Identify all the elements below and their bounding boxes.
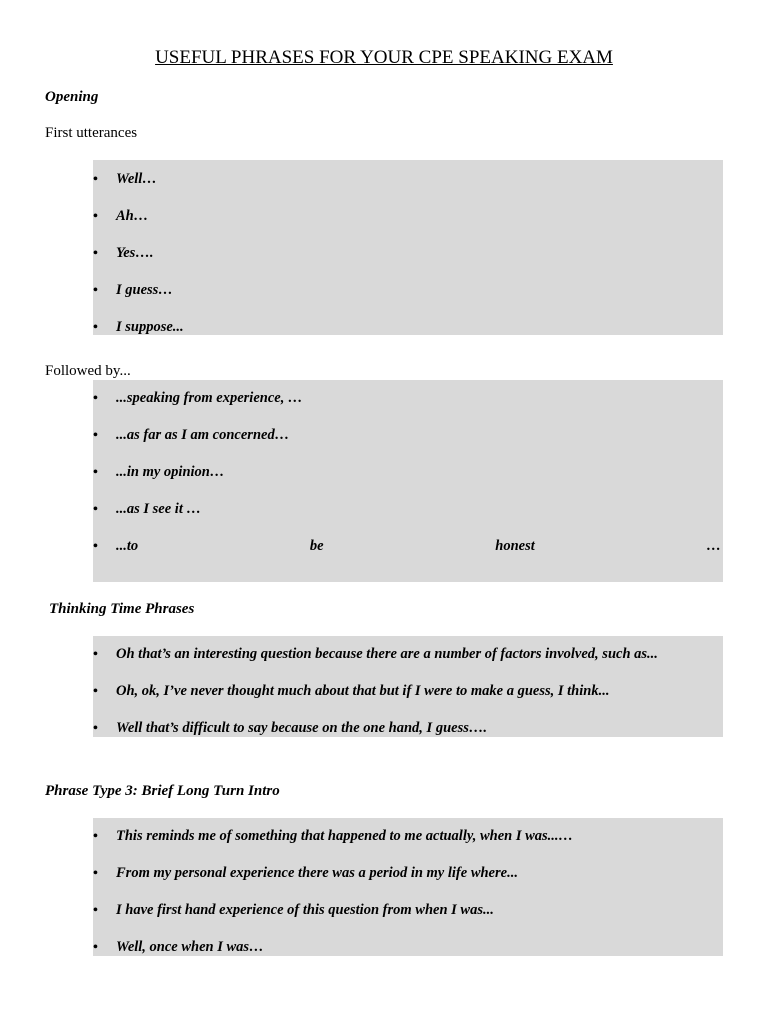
list-item: • ...as I see it …	[93, 491, 723, 528]
list-item: • Oh, ok, I’ve never thought much about that but if I were to make a guess, I think...	[93, 673, 723, 710]
bullet-icon: •	[93, 465, 98, 480]
bullet-icon: •	[93, 539, 98, 554]
list-item: • Ah…	[93, 198, 723, 235]
bullet-icon: •	[93, 866, 98, 881]
bullet-icon: •	[93, 209, 98, 224]
list-item: • I have first hand experience of this question from when I was...	[93, 892, 723, 929]
list-item: • Well, once when I was…	[93, 929, 723, 966]
first-utterances-list	[93, 160, 723, 335]
bullet-icon: •	[93, 647, 98, 662]
first-utterances-label: First utterances	[45, 125, 138, 141]
list-item: • Oh that’s an interesting question because there are a number of factors involved, such as...	[93, 636, 723, 673]
bullet-icon: •	[93, 721, 98, 736]
list-item: • This reminds me of something that happened to me actually, when I was...…	[93, 818, 723, 855]
list-item: • ...as far as I am concerned…	[93, 417, 723, 454]
list-item: • Well that’s difficult to say because on the one hand, I guess….	[93, 710, 723, 747]
bullet-icon: •	[93, 829, 98, 844]
section-heading-phrase-type-3: Phrase Type 3: Brief Long Turn Intro	[45, 783, 280, 799]
bullet-icon: •	[93, 172, 98, 187]
bullet-icon: •	[93, 903, 98, 918]
list-item: • I guess…	[93, 272, 723, 309]
list-item: • ...speaking from experience, …	[93, 380, 723, 417]
list-item: • ...in my opinion…	[93, 454, 723, 491]
bullet-icon: •	[93, 246, 98, 261]
bullet-icon: •	[93, 283, 98, 298]
phrase-type-3-list	[93, 818, 723, 956]
bullet-icon: •	[93, 940, 98, 955]
bullet-icon: •	[93, 391, 98, 406]
thinking-time-list	[93, 636, 723, 737]
page-title: USEFUL PHRASES FOR YOUR CPE SPEAKING EXAM	[155, 47, 613, 68]
section-heading-opening: Opening	[45, 89, 99, 105]
bullet-icon: •	[93, 684, 98, 699]
list-item: • Well…	[93, 161, 723, 198]
followed-by-label: Followed by...	[45, 363, 131, 379]
list-item: • From my personal experience there was a period in my life where...	[93, 855, 723, 892]
followed-by-list	[93, 380, 723, 582]
bullet-icon: •	[93, 320, 98, 335]
bullet-icon: •	[93, 502, 98, 517]
section-heading-thinking-time: Thinking Time Phrases	[49, 601, 195, 617]
list-item: • I suppose...	[93, 309, 723, 346]
bullet-icon: •	[93, 428, 98, 443]
list-item	[93, 528, 723, 565]
justified-line: ...to be honest …	[116, 538, 721, 554]
list-item: • Yes….	[93, 235, 723, 272]
